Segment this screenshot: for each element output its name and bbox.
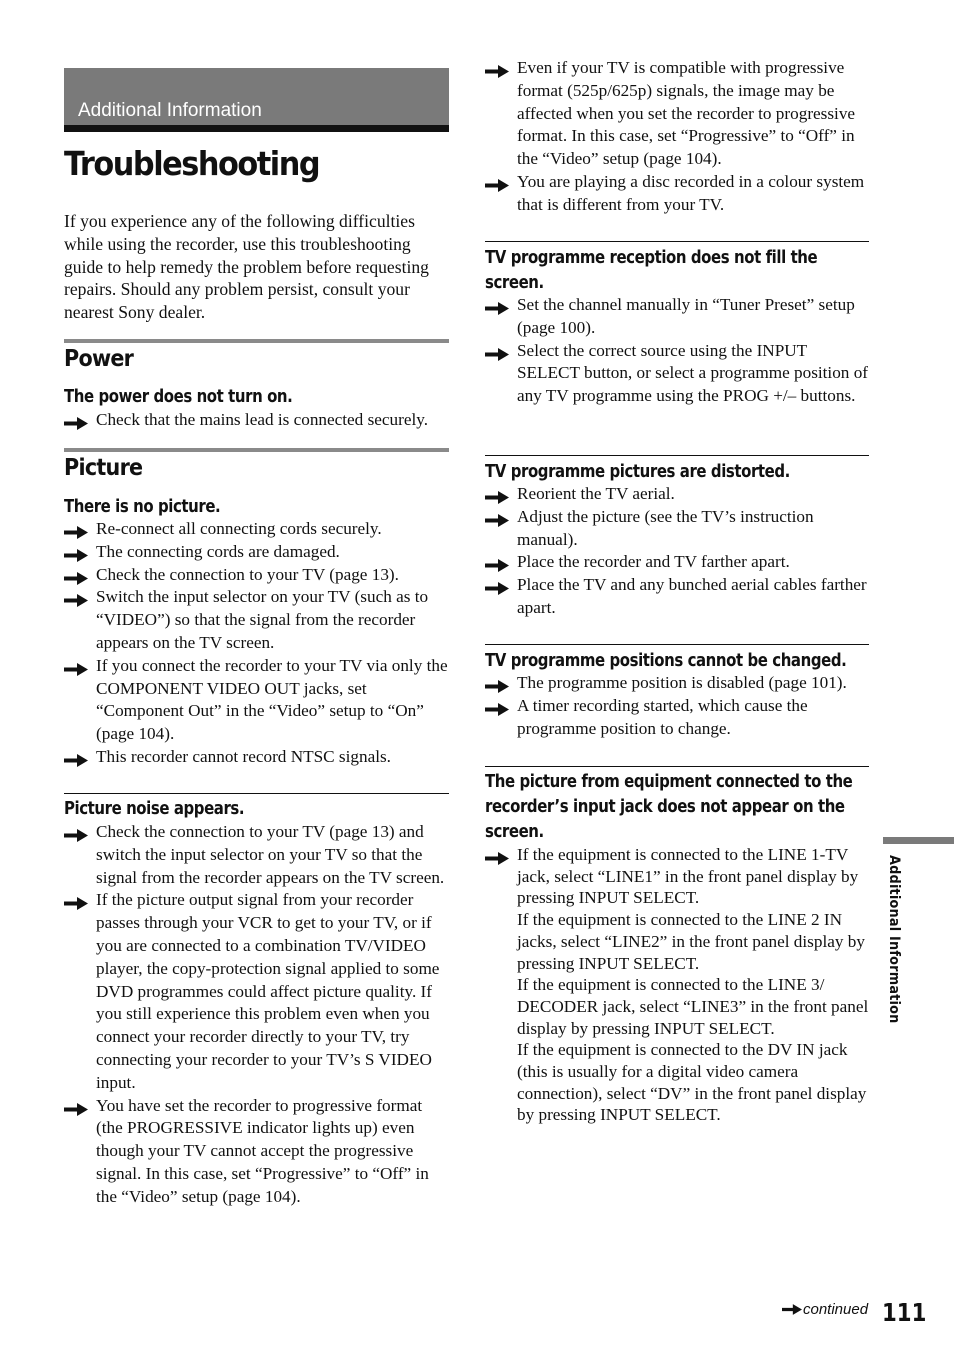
solution-list <box>485 294 869 408</box>
arrow-icon <box>64 414 88 427</box>
solution-item: The connecting cords are damaged. <box>64 541 449 564</box>
solution-item: Even if your TV is compatible with progressive format (525p/625p) signals, the image may be affected when you set the recorder to progressive format. In this case, set “Progressive” to “Off” in the “Video” setup (page 104). <box>485 57 871 171</box>
solution-item: A timer recording started, which cause the programme position to change. <box>485 695 871 741</box>
solution-item: You are playing a disc recorded in a colour system that is different from your TV. <box>485 171 871 217</box>
arrow-icon <box>485 700 509 713</box>
solution-list <box>485 844 869 1126</box>
solution-item: Adjust the picture (see the TV’s instruction manual). <box>485 506 869 552</box>
solution-list <box>485 483 869 620</box>
arrow-icon <box>485 849 509 862</box>
arrow-icon <box>64 826 88 839</box>
solution-item: Check the connection to your TV (page 13). <box>64 564 449 587</box>
solution-item: Reorient the TV aerial. <box>485 483 869 506</box>
solution-list <box>485 672 871 740</box>
solution-item: Place the recorder and TV farther apart. <box>485 551 869 574</box>
problem-rule <box>485 455 869 456</box>
power-heading: Power <box>64 346 134 372</box>
solution-item: You have set the recorder to progressive format (the PROGRESSIVE indicator lights up) even though your TV cannot accept the progressive signal. In this case, set “Progressive” to “Off” in the “Video” setup (page 104). <box>64 1095 449 1209</box>
solution-item: If the equipment is connected to the LINE 1-TV jack, select “LINE1” in the front panel display by pressing INPUT SELECT. If the equipment is connected to the LINE 2 IN jacks, select “LINE2” in the front panel display by pressing INPUT SELECT. If the equipment is connected to the LINE 3/ DECODER jack, select “LINE3” in the front panel display by pressing INPUT SELECT. If the equipment is connected to the DV IN jack (this is usually for a digital video camera connection), select “DV” in the front panel display by pressing INPUT SELECT. <box>485 844 869 1126</box>
arrow-icon <box>64 894 88 907</box>
solution-item: Check that the mains lead is connected securely. <box>64 409 459 432</box>
page-number: 111 <box>882 1298 927 1327</box>
arrow-icon <box>64 591 88 604</box>
solution-item: The programme position is disabled (page 101). <box>485 672 871 695</box>
solution-item: Switch the input selector on your TV (such as to “VIDEO”) so that the signal from the recorder appears on the TV screen. <box>64 586 449 654</box>
arrow-icon <box>64 569 88 582</box>
arrow-icon <box>485 488 509 501</box>
arrow-icon <box>485 176 509 189</box>
intro-paragraph: If you experience any of the following difficulties while using the recorder, use this troubleshooting guide to help remedy the problem before requesting repairs. Should any problem persist, consult your nearest Sony dealer. <box>64 211 429 323</box>
solution-list-continued <box>485 57 871 217</box>
arrow-icon <box>485 511 509 524</box>
problem-rule <box>485 766 869 767</box>
arrow-icon <box>64 660 88 673</box>
arrow-icon <box>64 1100 88 1113</box>
arrow-icon <box>485 677 509 690</box>
problem-heading: The picture from equipment connected to the recorder’s input jack does not appear on the screen. <box>485 771 853 842</box>
picture-heading: Picture <box>64 455 143 481</box>
solution-item: This recorder cannot record NTSC signals. <box>64 746 449 769</box>
arrow-icon <box>782 1302 802 1313</box>
arrow-icon <box>485 299 509 312</box>
solution-item: If the picture output signal from your recorder passes through your VCR to get to your TV, or if you are connected to a combination TV/VIDEO player, the copy-protection signal applied to some DVD programmes could affect picture quality. If you still experience this problem even when you connect your recorder directly to your TV, try connecting your recorder to your TV’s S VIDEO input. <box>64 889 449 1094</box>
power-rule <box>64 339 449 343</box>
solution-item: Check the connection to your TV (page 13) and switch the input selector on your TV so that the signal from the recorder appears on the TV screen. <box>64 821 449 889</box>
arrow-icon <box>64 523 88 536</box>
page-title: Troubleshooting <box>64 144 320 183</box>
problem-heading: Picture noise appears. <box>64 798 245 819</box>
problem-heading: The power does not turn on. <box>64 386 293 407</box>
problem-rule <box>64 793 449 794</box>
side-tab-label: Additional Information <box>886 855 902 1024</box>
solution-item: Set the channel manually in “Tuner Preset” setup (page 100). <box>485 294 869 340</box>
problem-heading: TV programme reception does not fill the screen. <box>485 247 818 293</box>
problem-heading: There is no picture. <box>64 496 221 517</box>
problem-rule <box>485 644 869 645</box>
solution-item: Re-connect all connecting cords securely. <box>64 518 449 541</box>
solution-item: Select the correct source using the INPUT SELECT button, or select a programme position of any TV programme using the PROG +/– buttons. <box>485 340 869 408</box>
arrow-icon <box>485 579 509 592</box>
solution-list <box>64 409 459 432</box>
problem-heading: TV programme pictures are distorted. <box>485 461 790 482</box>
arrow-icon <box>485 345 509 358</box>
arrow-icon <box>485 62 509 75</box>
section-banner <box>64 68 449 132</box>
side-tab-bar <box>883 837 954 844</box>
problem-heading: TV programme positions cannot be changed. <box>485 650 847 671</box>
solution-list <box>64 821 449 1209</box>
picture-rule <box>64 448 449 452</box>
arrow-icon <box>64 751 88 764</box>
arrow-icon <box>485 556 509 569</box>
continued-note: continued <box>782 1301 868 1318</box>
section-label: Additional Information <box>78 100 262 121</box>
arrow-icon <box>64 546 88 559</box>
problem-rule <box>485 241 869 242</box>
solution-item: If you connect the recorder to your TV via only the COMPONENT VIDEO OUT jacks, set “Component Out” in the “Video” setup to “On” (page 104). <box>64 655 449 746</box>
solution-item: Place the TV and any bunched aerial cables farther apart. <box>485 574 869 620</box>
solution-list <box>64 518 449 769</box>
